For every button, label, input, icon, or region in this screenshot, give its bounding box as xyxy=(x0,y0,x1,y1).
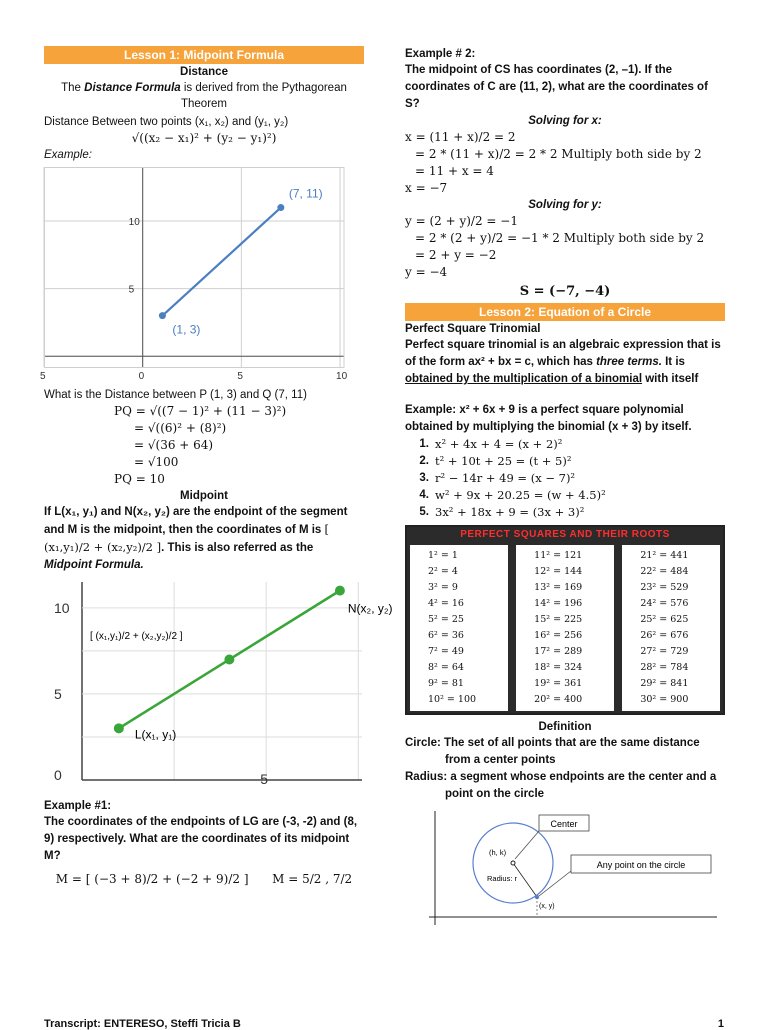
graph2-point-n xyxy=(335,586,345,596)
perfect-square-cell: 2² = 4 xyxy=(428,566,458,577)
perfect-square-cell: 26² = 676 xyxy=(640,630,689,641)
between-points: Distance Between two points (x₁, x₂) and (y₁, y₂) xyxy=(44,116,289,128)
perfect-square-cell: 24² = 576 xyxy=(640,598,689,609)
perfect-square-cell: 23² = 529 xyxy=(640,582,689,593)
pst-list-expression: t² + 10t + 25 = (t + 5)² xyxy=(435,454,572,468)
example1-eq: M = [ (−3 + 8)/2 + (−2 + 9)/2 ] xyxy=(55,872,249,886)
perfect-square-cell: 21² = 441 xyxy=(640,550,689,561)
perfect-square-cell: 12² = 144 xyxy=(534,566,583,577)
pst-list-expression: 3x² + 18x + 9 = (3x + 3)² xyxy=(435,505,585,519)
perfect-square-cell: 9² = 81 xyxy=(428,678,464,689)
graph1-y-tick: 10 xyxy=(128,217,140,229)
distance-step: PQ = 10 xyxy=(114,472,165,486)
perfect-square-cell: 7² = 49 xyxy=(428,646,464,657)
circle-definition: Circle: The set of all points that are the same distance from a center points Radius: a segment whose endpoints are the center and a point on the circle xyxy=(405,737,717,800)
perfect-square-cell: 28² = 784 xyxy=(640,662,689,673)
pst-list-expression: x² + 4x + 4 = (x + 2)² xyxy=(435,437,563,451)
perfect-square-cell: 5² = 25 xyxy=(428,614,464,625)
perfect-square-cell: 1² = 1 xyxy=(428,550,458,561)
graph2-grid xyxy=(82,582,362,780)
footer-page-number: 1 xyxy=(717,1018,724,1030)
example1-text: The coordinates of the endpoints of LG are (-3, -2) and (8, 9) respectively. What are the coordinates of its midpoint M? xyxy=(44,816,358,862)
graph2-y-tick: 5 xyxy=(54,685,62,702)
diagram-radius-label: Radius: r xyxy=(487,874,518,883)
midpoint-graph xyxy=(44,580,393,792)
pst-list-item xyxy=(409,487,725,504)
pst-heading: Perfect Square Trinomial xyxy=(405,323,541,335)
graph1-label-p: (1, 3) xyxy=(172,322,201,337)
pst-example: Example: x² + 6x + 9 is a perfect square polynomial obtained by multiplying the binomial (x + 3) by itself. xyxy=(405,404,692,433)
diagram-center-pointer xyxy=(515,831,539,859)
perfect-square-cell: 29² = 841 xyxy=(640,678,689,689)
graph2-x-tick: 5 xyxy=(260,771,269,787)
distance-step: = √((6)² + (8)²) xyxy=(134,421,227,435)
graph1-y-tick: 5 xyxy=(128,284,135,296)
pst-list-expression: w² + 9x + 20.25 = (w + 4.5)² xyxy=(435,488,606,502)
example2-heading: Example # 2: xyxy=(405,48,476,60)
right-column xyxy=(405,46,725,929)
example1-answer: M = 5/2 , 7/2 xyxy=(272,872,353,886)
x-steps xyxy=(405,129,725,197)
graph1-x-tick: 5 xyxy=(40,371,46,382)
footer xyxy=(44,1018,724,1030)
graph2-y-tick: 10 xyxy=(54,599,70,616)
perfect-square-cell: 14² = 196 xyxy=(534,598,583,609)
graph1-point-q xyxy=(277,204,284,211)
solve-x-label: Solving for x: xyxy=(528,115,602,127)
diagram-center-dot xyxy=(511,861,515,865)
y-step-2: = 2 + y = −2 xyxy=(415,248,497,262)
perfect-square-cell: 13² = 169 xyxy=(534,582,583,593)
graph1-segment xyxy=(162,208,280,316)
left-column xyxy=(40,46,393,888)
pst-list-item xyxy=(409,436,725,453)
graph1-point-p xyxy=(159,312,166,319)
perfect-square-cell: 15² = 225 xyxy=(534,614,583,625)
midpoint-heading: Midpoint xyxy=(180,490,228,502)
perfect-square-cell: 25² = 625 xyxy=(640,614,689,625)
perfect-square-cell: 10² = 100 xyxy=(428,694,477,705)
perfect-squares-column xyxy=(622,545,720,711)
perfect-square-cell: 8² = 64 xyxy=(428,662,464,673)
lesson2-banner: Lesson 2: Equation of a Circle xyxy=(405,303,725,321)
perfect-square-cell: 3² = 9 xyxy=(428,582,458,593)
graph1-label-q: (7, 11) xyxy=(288,186,323,201)
perfect-square-cell: 22² = 484 xyxy=(640,566,689,577)
pst-list-number: 1. xyxy=(419,438,429,450)
graph1-ticks xyxy=(40,217,348,382)
distance-formula: √((x₂ − x₁)² + (y₂ − y₁)²) xyxy=(131,131,277,145)
graph2-label-n: N(x₂, y₂) xyxy=(347,601,393,616)
pst-list-number: 3. xyxy=(419,472,429,484)
diagram-anypoint-pointer xyxy=(539,871,571,896)
distance-steps xyxy=(44,403,364,488)
graph1-x-tick: 10 xyxy=(336,371,348,382)
circle-diagram xyxy=(405,807,725,929)
perfect-square-cell: 6² = 36 xyxy=(428,630,464,641)
solve-y-label: Solving for y: xyxy=(528,199,602,211)
diagram-center-label: Center xyxy=(550,819,578,829)
perfect-squares-table xyxy=(405,525,725,715)
pst-text: Perfect square trinomial is an algebraic expression that is of the form ax² + bx = c, which has three terms. It is obtained by the multiplication of a binomial with itself xyxy=(405,339,721,385)
distance-graph xyxy=(40,167,364,383)
distance-question: What is the Distance between P (1, 3) and Q (7, 11) xyxy=(44,389,307,401)
x-step-1: = 2 * (11 + x)/2 = 2 * 2 Multiply both side by 2 xyxy=(415,147,702,161)
perfect-square-cell: 11² = 121 xyxy=(534,550,583,561)
x-step-0: x = (11 + x)/2 = 2 xyxy=(405,130,516,144)
perfect-square-cell: 19² = 361 xyxy=(534,678,583,689)
distance-step: = √(36 + 64) xyxy=(134,438,214,452)
graph2-formula: [ (x₁,y₁)/2 + (x₂,y₂)/2 ] xyxy=(90,630,183,642)
distance-intro: The Distance Formula is derived from the Pythagorean Theorem xyxy=(61,82,347,110)
graph2-y-tick: 0 xyxy=(54,767,62,783)
example2-text: The midpoint of CS has coordinates (2, –1). If the coordinates of C are (11, 2), what are the coordinates of S? xyxy=(405,64,708,110)
example1-heading: Example #1: xyxy=(44,800,112,812)
y-step-0: y = (2 + y)/2 = −1 xyxy=(405,214,518,228)
distance-heading: Distance xyxy=(180,66,228,78)
pst-list-expression: r² − 14r + 49 = (x − 7)² xyxy=(435,471,576,485)
perfect-square-cell: 17² = 289 xyxy=(534,646,583,657)
y-steps xyxy=(405,213,725,281)
example1-equations xyxy=(44,871,364,888)
diagram-xy-label: (x, y) xyxy=(539,903,555,910)
distance-step: PQ = √((7 − 1)² + (11 − 3)²) xyxy=(114,404,287,418)
y-step-3: y = −4 xyxy=(405,265,448,279)
diagram-hk-label: (h, k) xyxy=(489,848,507,857)
pst-list-item xyxy=(409,504,725,521)
pst-list xyxy=(405,436,725,521)
perfect-square-cell: 16² = 256 xyxy=(534,630,583,641)
x-step-2: = 11 + x = 4 xyxy=(415,164,494,178)
y-step-1: = 2 * (2 + y)/2 = −1 * 2 Multiply both side by 2 xyxy=(415,231,705,245)
perfect-squares-body xyxy=(407,543,723,713)
midpoint-text: If L(x₁, y₁) and N(x₂, y₂) are the endpoint of the segment and M is the midpoint, then the coordinates of M is [ (x₁,y₁)/2 + (x₂,y₂)/2 ]. This is also referred as the Midpoint Formula. xyxy=(44,506,348,571)
diagram-anypoint-label: Any point on the circle xyxy=(596,860,686,870)
graph2-point-m xyxy=(224,654,234,664)
footer-transcript: Transcript: ENTERESO, Steffi Tricia B xyxy=(44,1018,241,1030)
perfect-squares-title: PERFECT SQUARES AND THEIR ROOTS xyxy=(407,527,723,543)
lesson1-banner: Lesson 1: Midpoint Formula xyxy=(44,46,364,64)
pst-list-item xyxy=(409,453,725,470)
graph1-x-tick: 5 xyxy=(237,371,243,382)
perfect-squares-column xyxy=(516,545,614,711)
perfect-square-cell: 18² = 324 xyxy=(534,662,583,673)
graph2-point-l xyxy=(114,723,124,733)
x-step-3: x = −7 xyxy=(405,181,448,195)
perfect-square-cell: 20² = 400 xyxy=(534,694,583,705)
graph1-x-tick: 0 xyxy=(138,371,145,382)
pst-list-number: 2. xyxy=(419,455,429,467)
graph2-label-l: L(x₁, y₁) xyxy=(134,727,177,742)
example2-answer: S = (−7, −4) xyxy=(519,284,611,299)
perfect-squares-column xyxy=(410,545,508,711)
perfect-square-cell: 27² = 729 xyxy=(640,646,689,657)
example-label: Example: xyxy=(44,149,92,161)
perfect-square-cell: 30² = 900 xyxy=(640,694,689,705)
pst-list-number: 4. xyxy=(419,489,429,501)
definition-heading: Definition xyxy=(538,721,592,733)
pst-list-number: 5. xyxy=(419,506,429,518)
perfect-square-cell: 4² = 16 xyxy=(428,598,464,609)
pst-list-item xyxy=(409,470,725,487)
distance-step: = √100 xyxy=(134,455,179,469)
